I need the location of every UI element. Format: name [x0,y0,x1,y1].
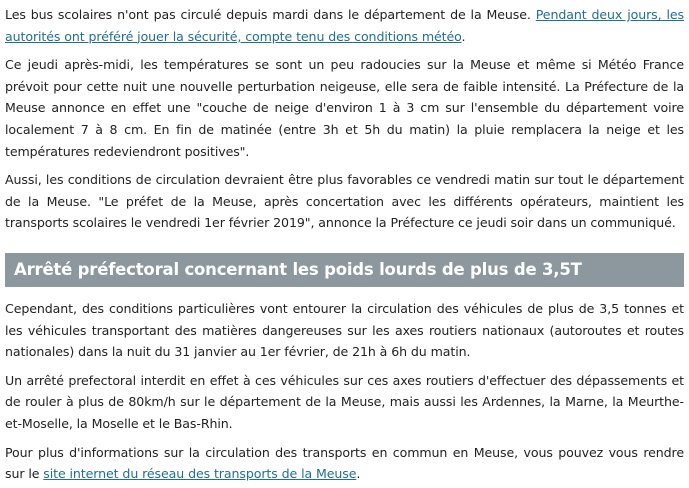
section-heading: Arrêté préfectoral concernant les poids lourds de plus de 3,5T [5,253,684,287]
paragraph-end: . [461,28,466,44]
paragraph-prefectoral-order: Un arrêté prefectoral interdit en effet à ces véhicules sur ces axes routiers d'effectuer des dépassements et de rouler à plus de 80km/h sur le département de la Meuse, mais aussi les Ardennes, la Marne, la Meurthe-et-Moselle, la Moselle et le Bas-Rhin. [5,372,684,431]
paragraph-bus-suspension [5,4,684,47]
paragraph-weather-forecast: Ce jeudi après-midi, les températures se sont un peu radoucies sur la Meuse et même si Météo France prévoit pour cette nuit une nouvelle perturbation neigeuse, elle sera de faible intensité. La Préfecture de la Meuse annonce en effet une "couche de neige d'environ 1 à 3 cm sur l'ensemble du département voire localement 7 à 8 cm. En fin de matinée (entre 3h et 5h du matin) la pluie remplacera la neige et les températures redeviendront positives". [5,57,684,159]
paragraph-heavy-vehicles: Cependant, des conditions particulières vont entourer la circulation des véhicules de plus de 3,5 tonnes et les véhicules transportant des matières dangereuses sur les axes routiers nationaux (autoroutes et routes nationales) dans la nuit du 31 janvier au 1er février, de 21h à 6h du matin. [5,300,684,360]
paragraph-text: Les bus scolaires n'ont pas circulé depuis mardi dans le département de la Meuse. [5,7,536,22]
paragraph-transport-maintained: Aussi, les conditions de circulation devraient être plus favorables ce vendredi matin sur tout le département de la Meuse. "Le préfet de la Meuse, après concertation avec les différents opérateurs, maintient les transports scolaires le vendredi 1er février 2019", annonce la Préfecture ce jeudi soir dans un communiqué. [5,172,684,231]
paragraph-text: Pour plus d'informations sur la circulation des transports en commun en Meuse, vous pouvez vous rendre sur le [5,444,684,482]
weather-conditions-link[interactable]: Pendant deux jours, les autorités ont préféré jouer la sécurité, compte tenu des conditions météo [5,7,684,44]
paragraph-end: . [356,466,361,482]
paragraph-more-info [5,442,684,485]
transport-network-link[interactable]: site internet du réseau des transports de la Meuse [43,466,357,482]
